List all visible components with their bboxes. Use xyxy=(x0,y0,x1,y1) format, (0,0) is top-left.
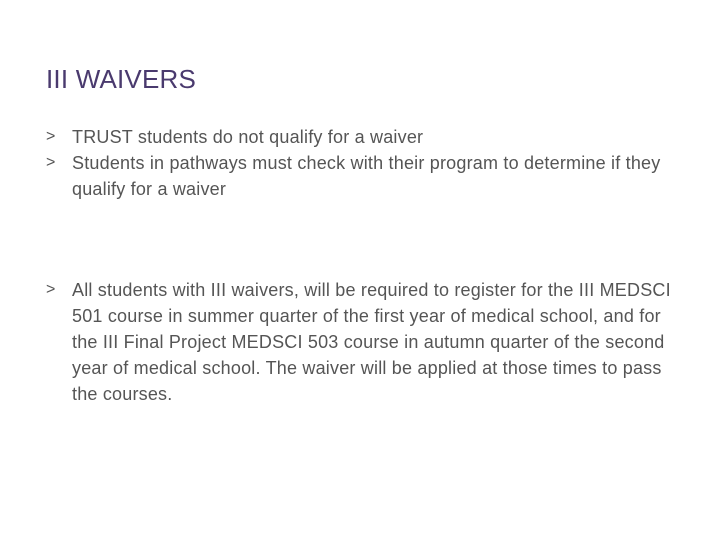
bullet-item xyxy=(46,124,686,150)
bullet-text: Students in pathways must check with their program to determine if they qualify for a waiver xyxy=(72,153,661,199)
chevron-right-icon: > xyxy=(46,281,56,298)
bullet-item xyxy=(46,277,686,407)
slide-title: III WAIVERS xyxy=(46,64,197,94)
chevron-right-icon: > xyxy=(46,154,56,171)
bullet-list-1 xyxy=(46,124,686,202)
bullet-item xyxy=(46,150,686,202)
chevron-right-icon: > xyxy=(46,128,56,145)
bullet-text: TRUST students do not qualify for a waiver xyxy=(72,127,424,147)
bullet-list-2 xyxy=(46,277,686,407)
bullet-text: All students with III waivers, will be required to register for the III MEDSCI 501 course in summer quarter of the first year of medical school, and for the III Final Project MEDSCI 503 course in autumn quarter of the second year of medical school. The waiver will be applied at those times to pass the courses. xyxy=(72,280,671,404)
